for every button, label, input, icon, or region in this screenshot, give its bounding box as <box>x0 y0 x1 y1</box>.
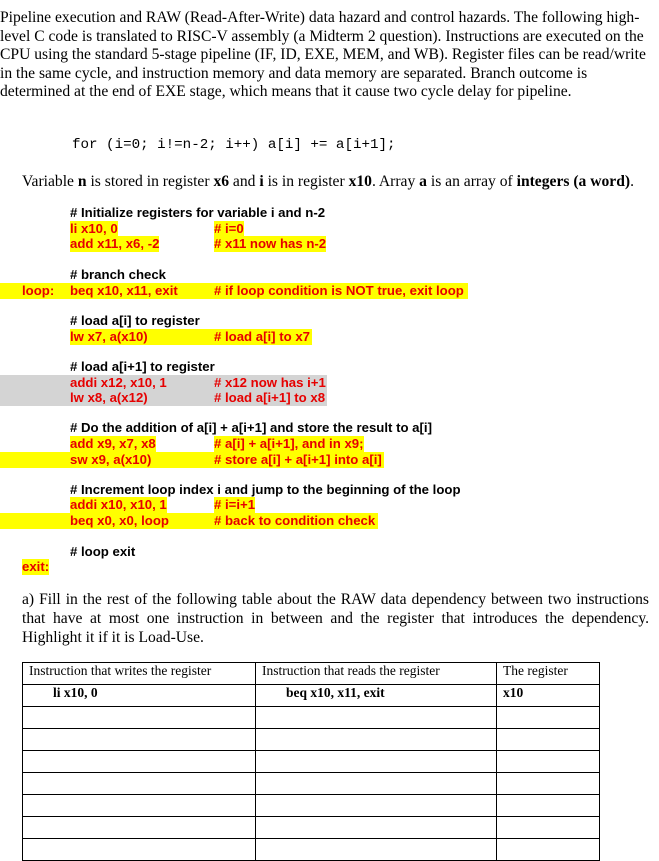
instr-beq-loop: beq x0, x0, loop <box>70 513 169 528</box>
instr-li: li x10, 0 <box>70 221 118 236</box>
comment-lw-x8: # load a[i+1] to x8 <box>214 390 326 405</box>
comment-sw: # store a[i] + a[i+1] into a[i] <box>214 452 382 467</box>
instr-lw-x7: lw x7, a(x10) <box>70 329 148 344</box>
instr-addi-x12: addi x12, x10, 1 <box>70 375 167 390</box>
empty-cell[interactable] <box>23 751 256 773</box>
instr-lw-x8: lw x8, a(x12) <box>70 390 148 405</box>
instr-addi-x10: addi x10, x10, 1 <box>70 497 167 512</box>
empty-cell[interactable] <box>256 817 497 839</box>
cell-register: x10 <box>497 685 600 707</box>
cell-writer: li x10, 0 <box>23 685 256 707</box>
empty-cell[interactable] <box>497 795 600 817</box>
table-row[interactable] <box>23 817 600 839</box>
empty-cell[interactable] <box>256 729 497 751</box>
comment-loop-exit: # loop exit <box>70 544 136 559</box>
empty-cell[interactable] <box>497 751 600 773</box>
exit-label: exit: <box>22 559 50 574</box>
empty-cell[interactable] <box>256 751 497 773</box>
table-row[interactable] <box>23 839 600 861</box>
empty-cell[interactable] <box>497 707 600 729</box>
empty-cell[interactable] <box>497 839 600 861</box>
comment-addition: # Do the addition of a[i] + a[i+1] and store the result to a[i] <box>70 420 432 435</box>
comment-lw-x7: # load a[i] to x7 <box>214 329 310 344</box>
table-row[interactable] <box>23 795 600 817</box>
empty-cell[interactable] <box>256 773 497 795</box>
comment-init: # Initialize registers for variable i and n-2 <box>70 205 326 220</box>
comment-li: # i=0 <box>214 221 244 236</box>
comment-branch: # branch check <box>70 267 167 282</box>
comment-load-ai: # load a[i] to register <box>70 313 200 328</box>
variable-description: Variable n is stored in register x6 and i is in register x10. Array a is an array of integers (a word). <box>22 173 634 190</box>
question-a: a) Fill in the rest of the following table about the RAW data dependency between two instructions that have at most one instruction in between and the register that introduces the dependency. Highlight it if it is Load-Use. <box>22 591 649 646</box>
problem-intro: Pipeline execution and RAW (Read-After-Write) data hazard and control hazards. The following high-level C code is translated to RISC-V assembly (a Midterm 2 question). Instructions are executed on the CPU using the standard 5-stage pipeline (IF, ID, EXE, MEM, and WB). Register files can be read/write in the same cycle, and instruction memory and data memory are separated. Branch outcome is determined at the end of EXE stage, which means that it cause two cycle delay for pipeline. <box>0 9 646 101</box>
empty-cell[interactable] <box>256 795 497 817</box>
empty-cell[interactable] <box>497 729 600 751</box>
raw-dependency-table <box>22 662 600 861</box>
comment-beq-exit: # if loop condition is NOT true, exit loop <box>214 283 464 298</box>
empty-cell[interactable] <box>23 795 256 817</box>
header-register: The register <box>497 663 600 685</box>
c-code-line: for (i=0; i!=n-2; i++) a[i] += a[i+1]; <box>72 137 396 153</box>
table-row <box>23 685 600 707</box>
table-row[interactable] <box>23 729 600 751</box>
empty-cell[interactable] <box>497 773 600 795</box>
table-row[interactable] <box>23 773 600 795</box>
header-writes: Instruction that writes the register <box>23 663 256 685</box>
empty-cell[interactable] <box>23 817 256 839</box>
instr-sw: sw x9, a(x10) <box>70 452 152 467</box>
empty-cell[interactable] <box>23 839 256 861</box>
comment-load-ai1: # load a[i+1] to register <box>70 359 215 374</box>
comment-add-x9: # a[i] + a[i+1], and in x9; <box>214 436 364 451</box>
instr-add-x9: add x9, x7, x8 <box>70 436 156 451</box>
comment-addi-x10: # i=i+1 <box>214 497 256 512</box>
cell-reader: beq x10, x11, exit <box>256 685 497 707</box>
table-header-row <box>23 663 600 685</box>
empty-cell[interactable] <box>256 839 497 861</box>
instr-beq-exit: beq x10, x11, exit <box>70 283 178 298</box>
table-row[interactable] <box>23 751 600 773</box>
comment-addi-x12: # x12 now has i+1 <box>214 375 326 390</box>
instr-add-x11: add x11, x6, -2 <box>70 236 160 251</box>
empty-cell[interactable] <box>497 817 600 839</box>
empty-cell[interactable] <box>23 773 256 795</box>
loop-label: loop: <box>22 283 55 298</box>
empty-cell[interactable] <box>23 707 256 729</box>
empty-cell[interactable] <box>23 729 256 751</box>
comment-beq-loop: # back to condition check <box>214 513 376 528</box>
comment-increment: # Increment loop index i and jump to the beginning of the loop <box>70 482 461 497</box>
comment-add-x11: # x11 now has n-2 <box>214 236 327 251</box>
empty-cell[interactable] <box>256 707 497 729</box>
header-reads: Instruction that reads the register <box>256 663 497 685</box>
table-row[interactable] <box>23 707 600 729</box>
